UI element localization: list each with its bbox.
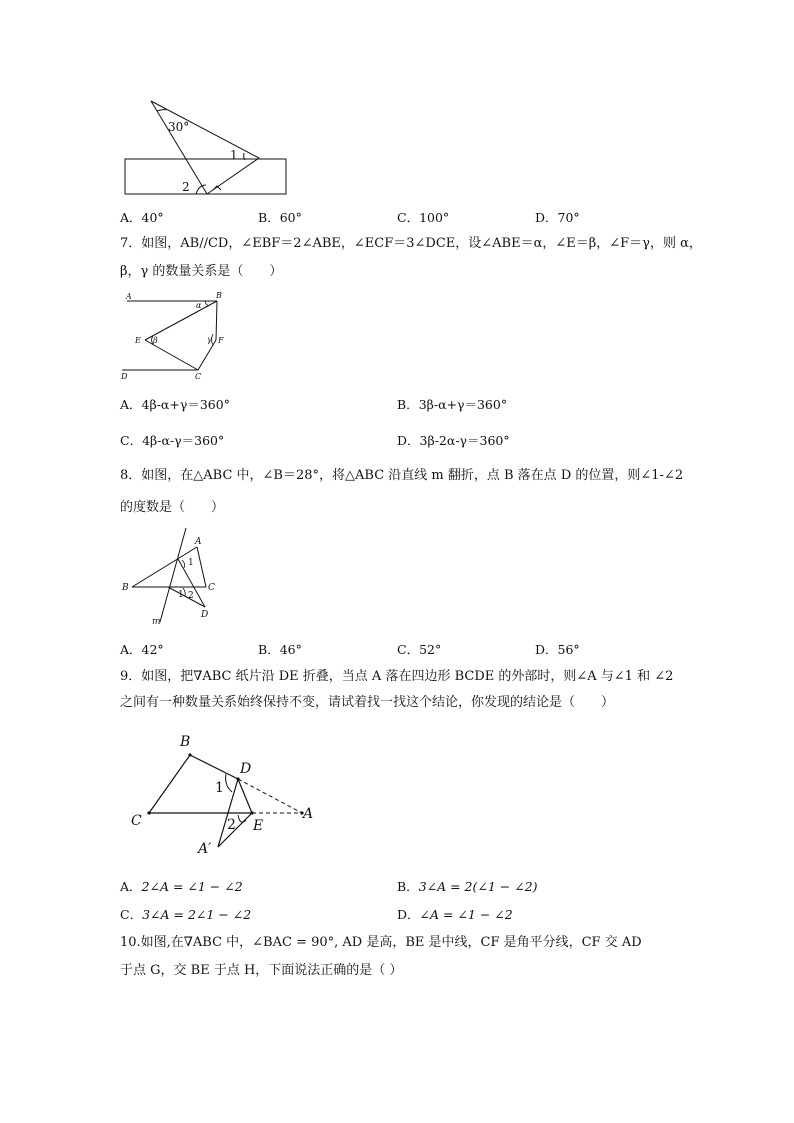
q8-label-1b: 1 [178, 590, 184, 600]
q6-label-2: 2 [182, 180, 190, 194]
q8-stem-line2: 的度数是（ ） [120, 500, 225, 515]
q8-label-c: C [208, 583, 215, 593]
q8-label-d: D [201, 610, 209, 620]
q9-option-a-text: 2∠A = ∠1 − ∠2 [141, 879, 243, 894]
q9-option-a-letter: A． [120, 879, 142, 894]
q8-option-c-letter: C． [397, 642, 420, 657]
q9-label-c: C [131, 813, 142, 829]
q9-label-b: B [180, 734, 191, 750]
q9-seg-bc [149, 755, 190, 813]
q9-option-d-letter: D． [397, 907, 420, 922]
q9-stem-line1: 9．如图，把∇ABC 纸片沿 DE 折叠，当点 A 落在四边形 BCDE 的外部时，则∠A 与∠1 和 ∠2 [120, 669, 674, 684]
q9-label-e: E [253, 818, 264, 834]
q8-option-b-text: 46° [279, 642, 302, 657]
q7-label-c: C [195, 372, 202, 381]
q9-point-c [147, 811, 150, 814]
q9-stem-line2: 之间有一种数量关系始终保持不变，请试着找一找这个结论，你发现的结论是（ ） [120, 695, 615, 710]
q9-option-b-text: 3∠A = 2(∠1 − ∠2) [418, 879, 538, 894]
q9-option-c[interactable] [120, 905, 251, 923]
q9-option-b-letter: B． [397, 879, 419, 894]
q9-label-a-prime: A′ [198, 841, 212, 857]
q7-label-gamma: γ [207, 335, 212, 344]
q8-option-d-text: 56° [557, 642, 580, 657]
q8-label-1: 1 [188, 558, 194, 568]
q6-option-d-letter: D． [535, 210, 558, 225]
q8-stem-line1: 8．如图，在△ABC 中，∠B＝28°，将△ABC 沿直线 m 翻折，点 B 落在点 D 的位置，则∠1-∠2 [120, 468, 684, 483]
q6-option-a-letter: A． [120, 210, 142, 225]
q9-point-d [236, 777, 239, 780]
q8-label-2: 2 [188, 591, 194, 601]
q9-option-c-text: 3∠A = 2∠1 − ∠2 [142, 907, 252, 922]
q9-arc-1 [226, 774, 232, 792]
q9-point-e [250, 811, 253, 814]
q6-option-c-letter: C． [397, 210, 420, 225]
q7-label-b: B [216, 291, 222, 300]
q6-label-30: 30° [168, 120, 190, 134]
q7-option-c-letter: C． [120, 433, 143, 448]
q7-label-d: D [121, 372, 128, 381]
q9-label-d: D [240, 761, 252, 777]
q9-option-b[interactable] [397, 877, 538, 895]
q7-option-b-text: 3β-α+γ＝360° [418, 397, 508, 412]
q7-option-a-letter: A． [120, 397, 142, 412]
q10-stem-line2: 于点 G，交 BE 于点 H，下面说法正确的是（ ） [120, 963, 403, 978]
q9-label-1: 1 [215, 780, 224, 796]
q9-seg-bd [190, 755, 238, 779]
q7-label-alpha: α [196, 301, 202, 310]
q7-option-b-letter: B． [397, 397, 419, 412]
q7-option-a-text: 4β-α+γ＝360° [141, 397, 230, 412]
q9-option-d-text: ∠A = ∠1 − ∠2 [419, 907, 513, 922]
q9-seg-de [238, 779, 252, 813]
q9-label-2: 2 [227, 817, 236, 833]
q6-label-1: 1 [230, 148, 238, 162]
q7-label-a: A [126, 292, 132, 301]
q8-label-b: B [122, 583, 129, 593]
q6-option-c-text: 100° [419, 210, 450, 225]
q7-option-d-text: 3β-2α-γ＝360° [419, 433, 510, 448]
q9-arc-2 [238, 815, 246, 822]
q9-option-d[interactable] [397, 905, 513, 923]
q9-option-c-letter: C． [120, 907, 143, 922]
q8-option-c-text: 52° [419, 642, 442, 657]
q7-stem-line1: 7．如图，AB//CD，∠EBF＝2∠ABE，∠ECF＝3∠DCE，设∠ABE＝α，∠E＝β，∠F＝γ，则 α， [120, 236, 702, 251]
q6-option-b-letter: B． [258, 210, 280, 225]
q8-option-a-letter: A． [120, 642, 142, 657]
q7-option-d-letter: D． [397, 433, 420, 448]
q8-label-a: A [195, 537, 202, 547]
q8-option-a-text: 42° [141, 642, 164, 657]
q7-label-f: F [218, 336, 224, 345]
q9-dashed-da [238, 779, 302, 813]
q7-stem-line2: β，γ 的数量关系是（ ） [120, 264, 283, 279]
q9-point-b [188, 753, 191, 756]
q7-label-e: E [135, 336, 141, 345]
q10-stem-line1: 10.如图,在∇ABC 中，∠BAC = 90°, AD 是高，BE 是中线，CF 是角平分线，CF 交 AD [120, 935, 642, 950]
q6-option-d-text: 70° [557, 210, 580, 225]
q7-option-c-text: 4β-α-γ＝360° [142, 433, 225, 448]
q8-option-d-letter: D． [535, 642, 558, 657]
q7-label-beta: β [153, 336, 158, 345]
q8-option-b-letter: B． [258, 642, 280, 657]
q6-option-a-text: 40° [141, 210, 164, 225]
q9-label-a: A [303, 806, 314, 822]
q8-label-m: m [152, 617, 161, 627]
q9-option-a[interactable] [120, 877, 243, 895]
q6-option-b-text: 60° [279, 210, 302, 225]
